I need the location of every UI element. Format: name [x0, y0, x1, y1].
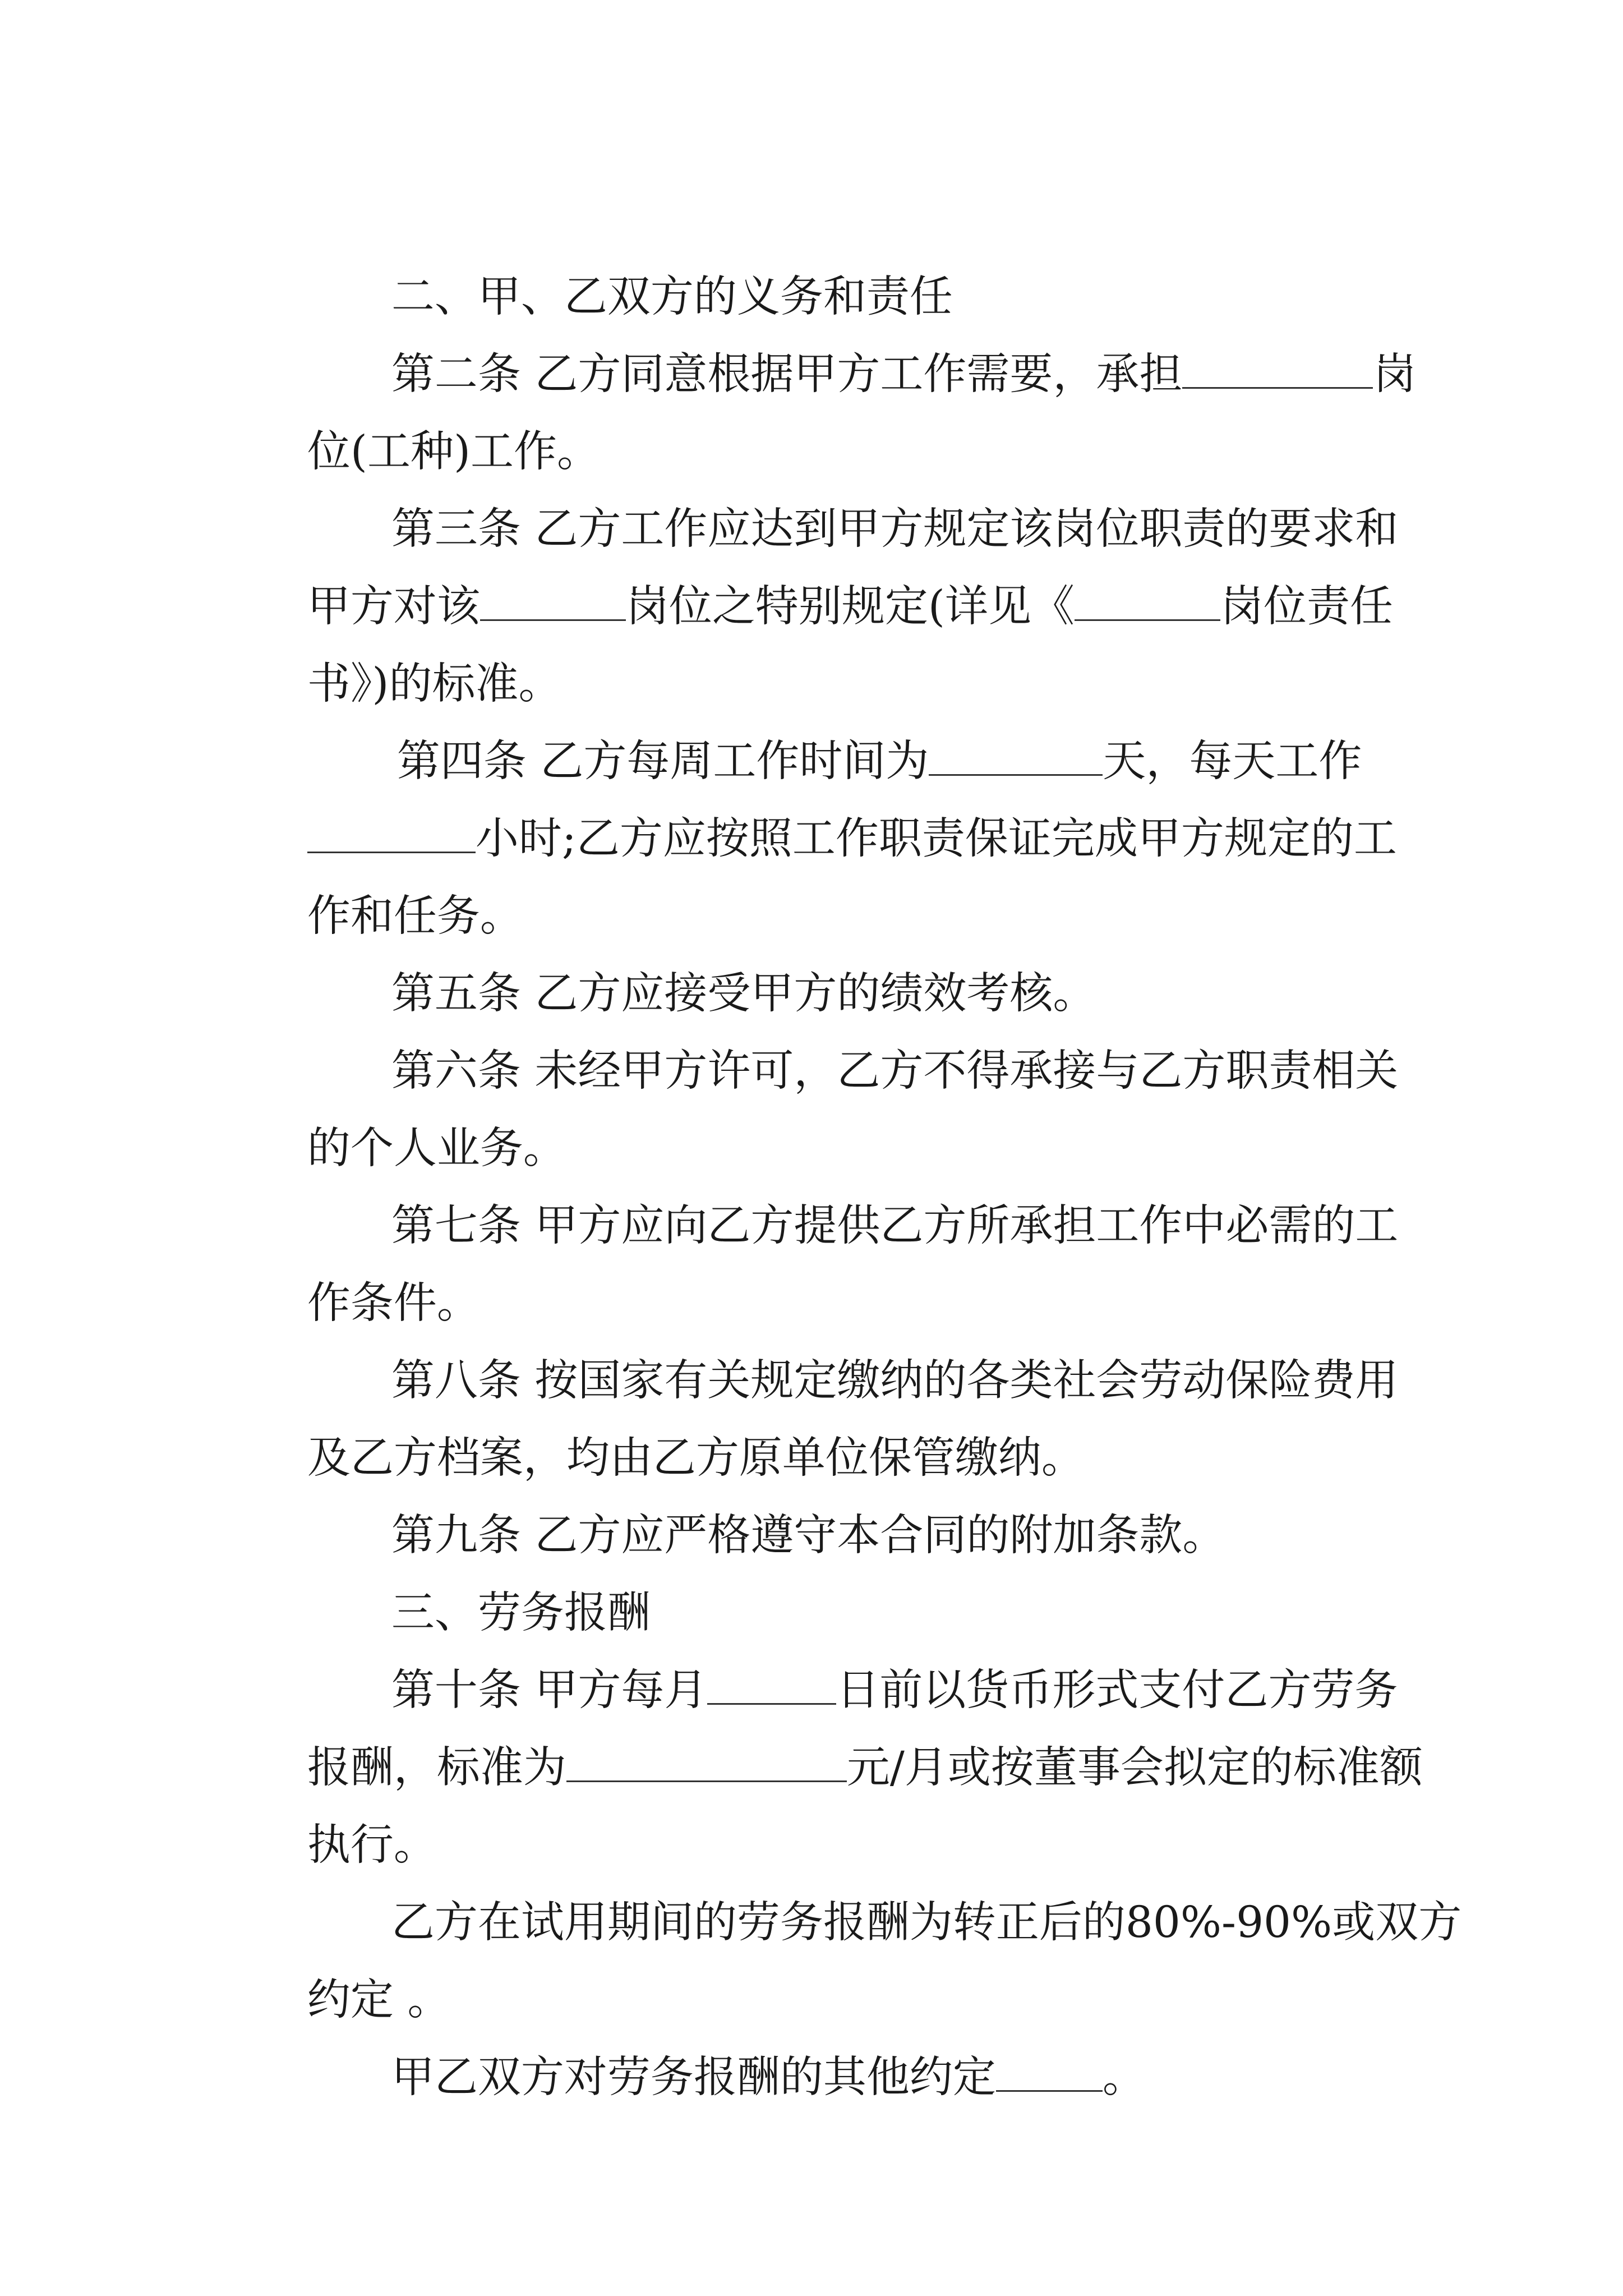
- responsibility-book-blank[interactable]: [1075, 580, 1220, 621]
- other-agreement-blank[interactable]: [996, 2051, 1103, 2092]
- article-6-line-1: 第六条 未经甲方许可，乙方不得承接与乙方职责相关: [391, 1046, 1399, 1096]
- probation-line-2: 约定 。: [307, 1975, 451, 2025]
- article-10-line-1: 第十条 甲方每月 日前以货币形式支付乙方劳务: [336, 1607, 1398, 1775]
- article-2-line-2: 位(工种)工作。: [307, 427, 600, 477]
- article-9: 第九条 乙方应严格遵守本合同的附加条款。: [391, 1511, 1226, 1561]
- article-7-line-1: 第七条 甲方应向乙方提供乙方所承担工作中必需的工: [391, 1201, 1399, 1251]
- article-7-line-2: 作条件。: [307, 1278, 480, 1328]
- article-3-line-3: 书》)的标准。: [307, 659, 562, 709]
- article-4-line-1: 第四条 乙方每周工作时间为 天，每天工作: [342, 678, 1362, 846]
- article-10-line-3: 执行。: [307, 1820, 437, 1870]
- article-5: 第五条 乙方应接受甲方的绩效考核。: [391, 969, 1096, 1019]
- article-2-line-1: 第二条 乙方同意根据甲方工作需要，承担 岗: [336, 291, 1416, 459]
- article-3-line-1: 第三条 乙方工作应达到甲方规定该岗位职责的要求和: [391, 504, 1399, 554]
- section-heading-duties: 二、甲、乙双方的义务和责任: [391, 272, 953, 322]
- article-4-line-3: 作和任务。: [307, 891, 523, 941]
- other-agreement: 甲乙双方对劳务报酬的其他约定 。: [336, 1994, 1146, 2162]
- position-blank[interactable]: [1182, 348, 1373, 389]
- section-heading-remuneration: 三、劳务报酬: [391, 1588, 651, 1638]
- article-3-line-2: 甲方对该 岗位之特别规定(详见《 岗位责任: [252, 523, 1393, 691]
- article-4-line-2: 小时;乙方应按照工作职责保证完成甲方规定的工: [252, 755, 1397, 923]
- article-8-line-1: 第八条 按国家有关规定缴纳的各类社会劳动保险费用: [391, 1356, 1399, 1406]
- article-6-line-2: 的个人业务。: [307, 1124, 566, 1174]
- article-8-line-2: 及乙方档案，均由乙方原单位保管缴纳。: [307, 1433, 1085, 1483]
- article-10-line-2: 报酬，标准为 元/月或按董事会拟定的标准额: [252, 1684, 1423, 1852]
- probation-line-1: 乙方在试用期间的劳务报酬为转正后的80%-90%或双方: [391, 1898, 1462, 1948]
- monthly-amount-blank[interactable]: [566, 1741, 847, 1782]
